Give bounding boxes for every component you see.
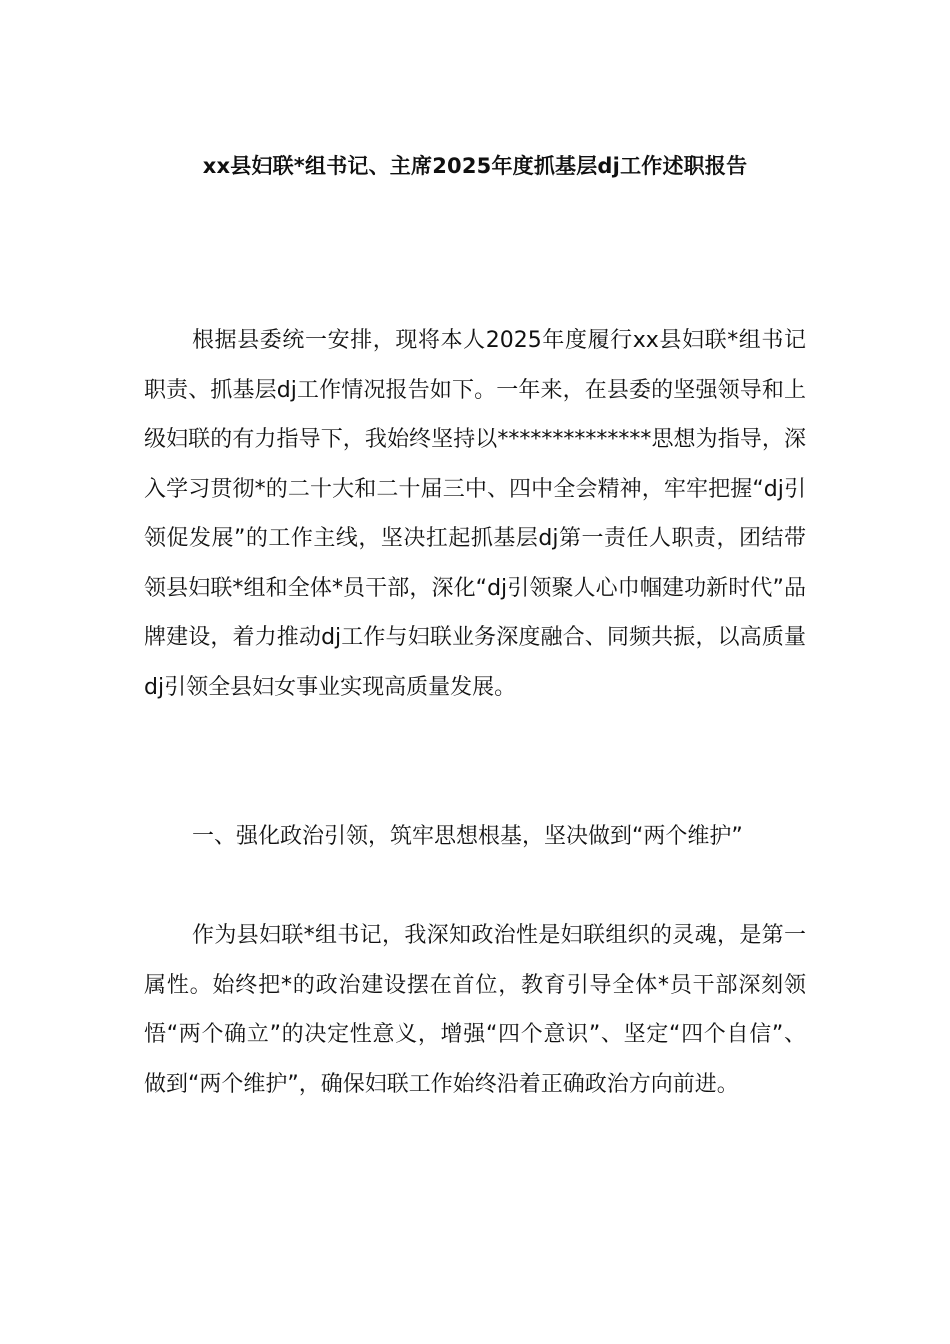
intro-paragraph: 根据县委统一安排，现将本人2025年度履行xx县妇联*组书记职责、抓基层dj工作情况报告如下。一年来，在县委的坚强领导和上级妇联的有力指导下，我始终坚持以**************思想为指导，深入学习贯彻*的二十大和二十届三中、四中全会精神，牢牢把握“dj引领促发展”的工作主线，坚决扛起抓基层dj第一责任人职责，团结带领县妇联*组和全体*员干部，深化“dj引领聚人心巾帼建功新时代”品牌建设，着力推动dj工作与妇联业务深度融合、同频共振，以高质量dj引领全县妇女事业实现高质量发展。 <box>144 328 806 700</box>
document-title: xx县妇联*组书记、主席2025年度抓基层dj工作述职报告 <box>202 154 748 178</box>
section-1-paragraph: 作为县妇联*组书记，我深知政治性是妇联组织的灵魂，是第一属性。始终把*的政治建设摆在首位，教育引导全体*员干部深刻领悟“两个确立”的决定性意义，增强“四个意识”、坚定“四个自信”、做到“两个维护”，确保妇联工作始终沿着正确政治方向前进。 <box>144 923 806 1097</box>
section-1-heading: 一、强化政治引领，筑牢思想根基，坚决做到“两个维护” <box>192 824 743 849</box>
